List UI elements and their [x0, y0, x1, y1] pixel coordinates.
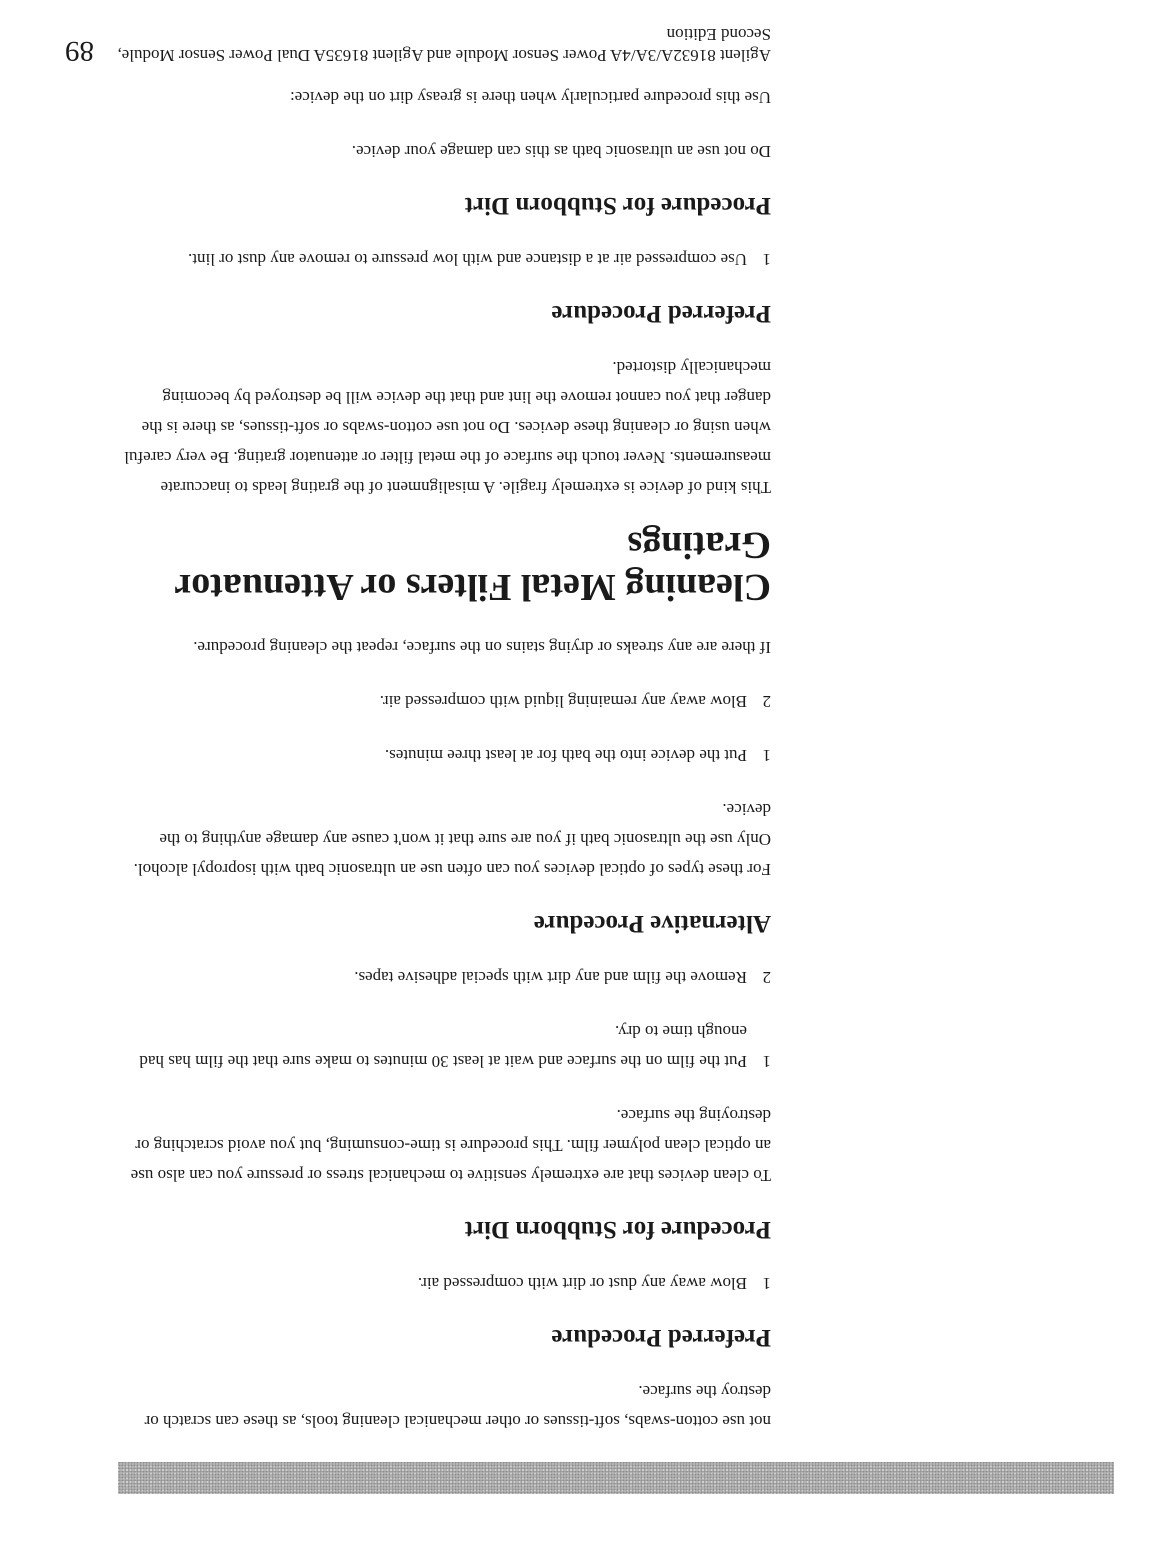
step-text: Blow away any remaining liquid with compressed air.: [379, 692, 747, 711]
ultrasonic-warning: Do not use an ultrasonic bath as this can damage your device.: [351, 142, 771, 161]
step-number: 2: [762, 692, 771, 711]
step-number: 1: [762, 1274, 771, 1293]
alternative-step: [111, 740, 771, 770]
alternative-outro: If there are any streaks or drying stains on the surface, repeat the cleaning procedure.: [193, 638, 771, 657]
alternative-intro: For these types of optical devices you can often use an ultrasonic bath with isopropyl alcohol. Only use the ultrasonic bath if you are sure that it won't cause any damage anything to the device.: [133, 800, 771, 879]
stubborn-dirt-heading: Procedure for Stubborn Dirt: [464, 1216, 771, 1243]
step-text: Put the film on the surface and wait at least 30 minutes to make sure that the film has had enough time to dry.: [139, 1022, 747, 1071]
stubborn-step: [111, 1016, 771, 1076]
section-intro: This kind of device is extremely fragile. A misalignment of the grating leads to inaccurate measurements. Never touch the surface of the metal filter or attenuator grating. Be very careful when using or cleaning these devices. Do not use cotton-swabs or soft-tissues, as there is the danger that you cannot remove the lint and that the device will be destroyed by becoming mechanically distorted.: [124, 358, 771, 497]
alternative-procedure-heading: Alternative Procedure: [533, 910, 771, 937]
page-number: 89: [65, 35, 94, 67]
step-number: 1: [762, 1052, 771, 1071]
step-text: Put the device into the bath for at least three minutes.: [384, 746, 747, 765]
preferred-step-2: [111, 244, 771, 274]
stubborn-dirt-intro: To clean devices that are extremely sensitive to mechanical stress or pressure you can also use an optical clean polymer film. This procedure is time-consuming, but you avoid scratching or destroying the surface.: [130, 1106, 771, 1185]
greasy-dirt-intro: Use this procedure particularly when there is greasy dirt on the device:: [289, 88, 771, 107]
preferred-step: [111, 1268, 771, 1298]
preferred-procedure-heading: Preferred Procedure: [551, 1324, 771, 1351]
preferred-procedure-heading-2: Preferred Procedure: [551, 300, 771, 327]
page-content: [111, 82, 771, 1436]
step-text: Use compressed air at a distance and with low pressure to remove any dust or lint.: [188, 250, 747, 269]
stubborn-dirt-heading-2: Procedure for Stubborn Dirt: [464, 192, 771, 219]
step-number: 1: [762, 250, 771, 269]
stubborn-step: [111, 962, 771, 992]
step-text: Remove the film and any dirt with special adhesive tapes.: [354, 968, 747, 987]
section-title: Cleaning Metal Filters or Attenuator Gratings: [175, 524, 771, 608]
step-text: Blow away any dust or dirt with compressed air.: [417, 1274, 747, 1293]
step-number: 2: [762, 968, 771, 987]
footer-text: Agilent 81632A/3A/4A Power Sensor Module and Agilent 81635A Dual Power Sensor Module, Second Edition: [117, 25, 771, 65]
alternative-step: [111, 686, 771, 716]
intro-continuation: not use cotton-swabs, soft-tissues or other mechanical cleaning tools, as these can scratch or destroy the surface.: [144, 1382, 771, 1431]
step-number: 1: [762, 746, 771, 765]
header-band: [118, 1462, 1114, 1494]
